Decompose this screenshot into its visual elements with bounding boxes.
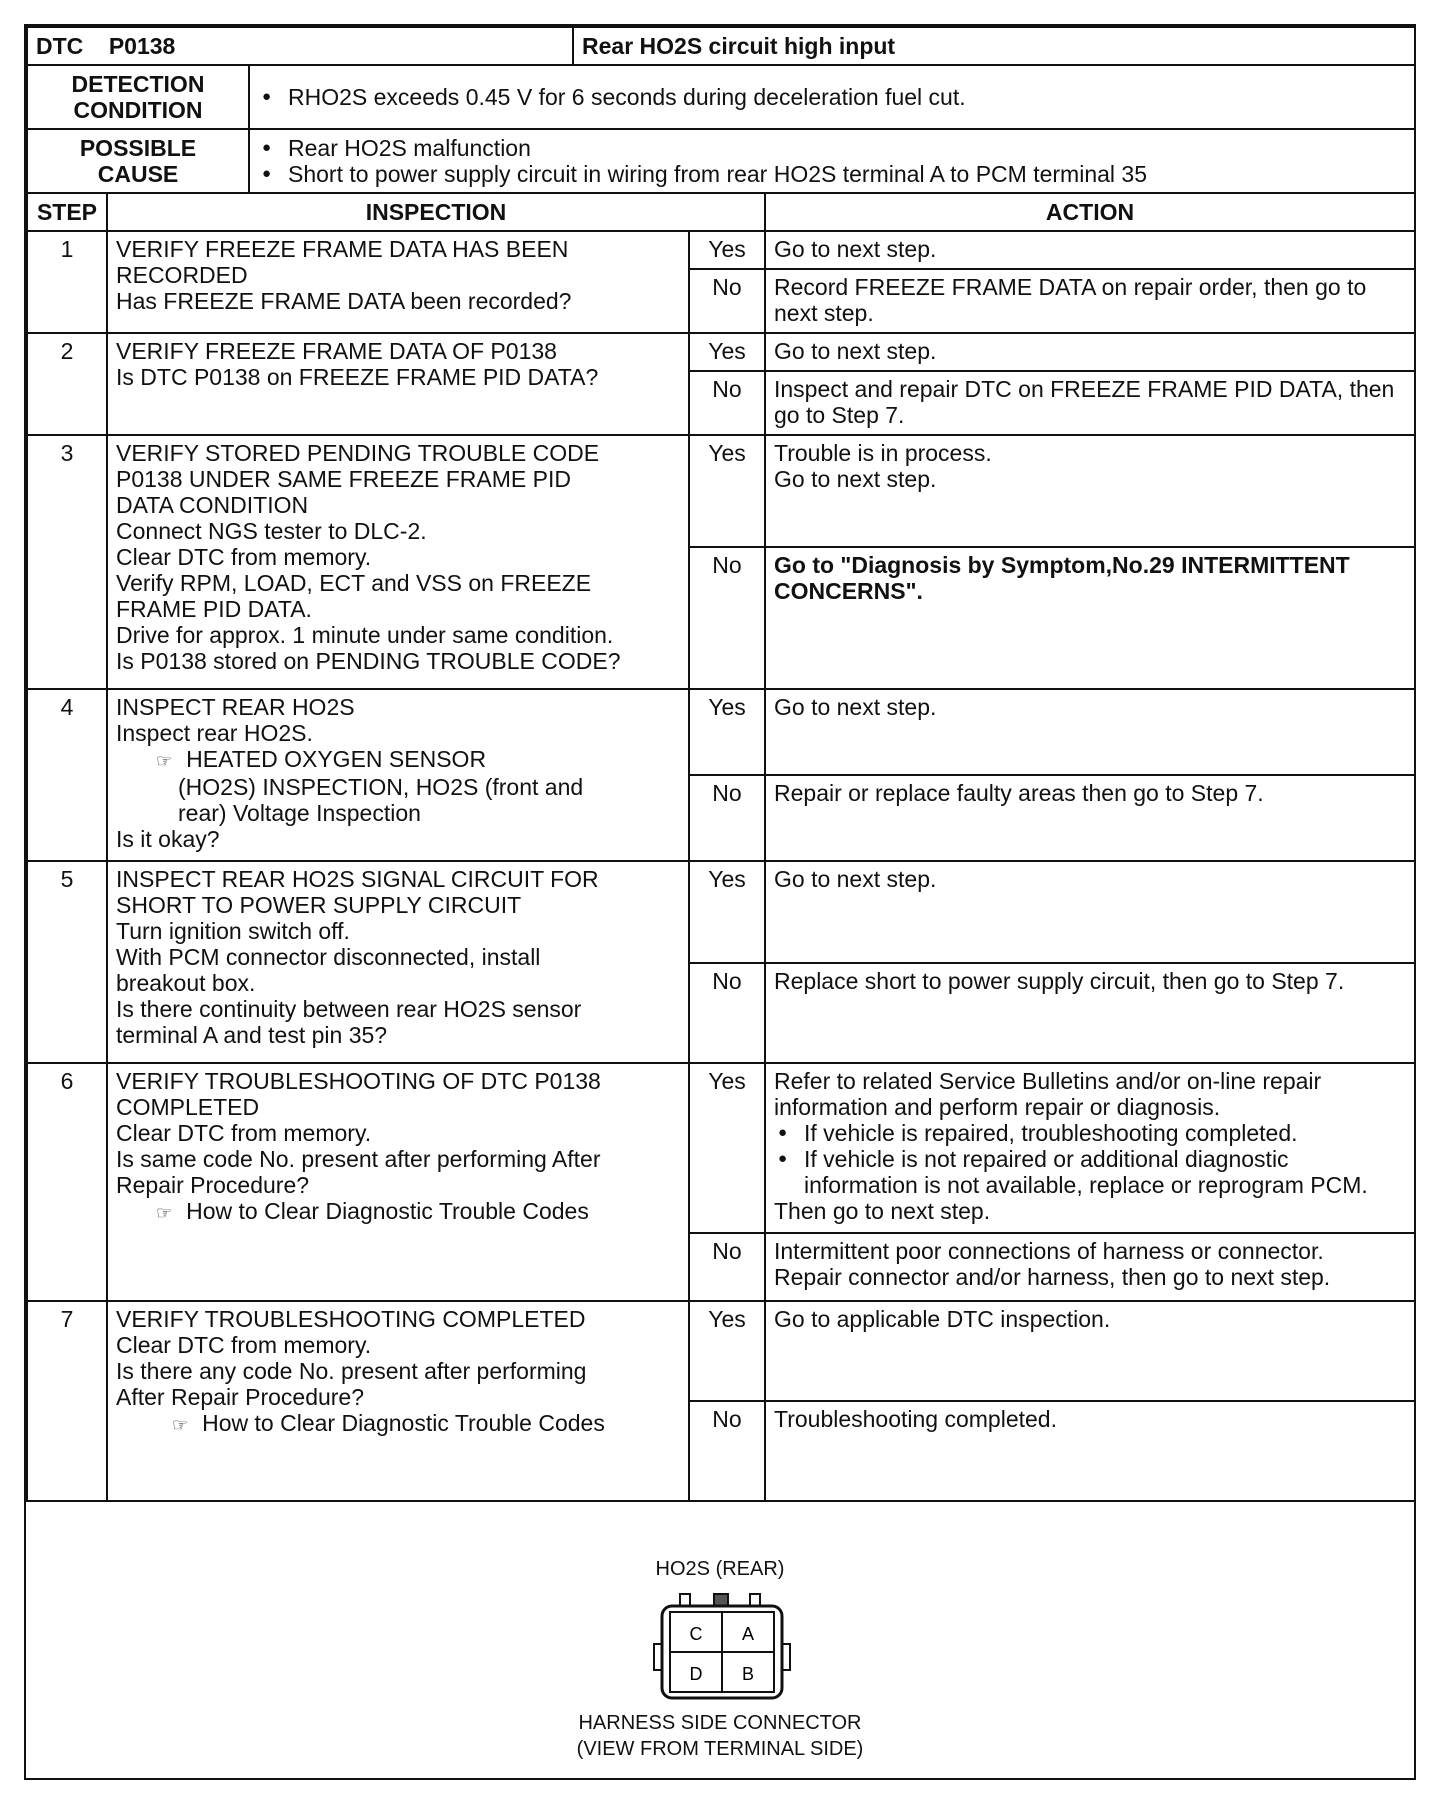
possible-cause-row — [27, 129, 1415, 193]
yes-action: Go to next step. — [765, 333, 1415, 371]
list-item: ● Short to power supply circuit in wiring from rear HO2S terminal A to PCM terminal 35 — [258, 161, 1406, 187]
yes-label: Yes — [689, 435, 765, 547]
yes-label: Yes — [689, 1301, 765, 1401]
step-2-inspection: VERIFY FREEZE FRAME DATA OF P0138 Is DTC P0138 on FREEZE FRAME PID DATA? — [107, 333, 689, 435]
header-row — [27, 27, 1415, 65]
step-number: 7 — [27, 1301, 107, 1501]
dtc-title: Rear HO2S circuit high input — [573, 27, 1415, 65]
no-label: No — [689, 775, 765, 861]
terminal-label: B — [741, 1664, 755, 1684]
reference-link[interactable]: ☞ HEATED OXYGEN SENSOR — [156, 746, 487, 772]
yes-action: Go to next step. — [765, 861, 1415, 963]
terminal-label: C — [689, 1624, 703, 1644]
reference-link[interactable]: ☞ How to Clear Diagnostic Trouble Codes — [172, 1410, 605, 1436]
connector-icon — [644, 1592, 800, 1702]
column-header-row — [27, 193, 1415, 231]
connector-diagram — [26, 1522, 1414, 1778]
step-number: 4 — [27, 689, 107, 861]
yes-label: Yes — [689, 861, 765, 963]
step-number: 2 — [27, 333, 107, 435]
step-number: 1 — [27, 231, 107, 333]
step-1-yes-row — [27, 231, 1415, 269]
pointing-hand-icon: ☞ — [156, 751, 173, 771]
action-column-header: ACTION — [765, 193, 1415, 231]
step-number: 3 — [27, 435, 107, 689]
step-number: 5 — [27, 861, 107, 1063]
step-4-inspection: INSPECT REAR HO2S Inspect rear HO2S. ☞ HEATED OXYGEN SENSOR (HO2S) INSPECTION, HO2S (front and rear) Voltage Inspection Is it okay? — [107, 689, 689, 861]
no-label: No — [689, 269, 765, 333]
no-label: No — [689, 547, 765, 689]
list-item: ● RHO2S exceeds 0.45 V for 6 seconds during deceleration fuel cut. — [258, 84, 1406, 110]
reference-link[interactable]: ☞ How to Clear Diagnostic Trouble Codes — [156, 1198, 589, 1224]
yes-action: Go to next step. — [765, 231, 1415, 269]
step-4-yes-row — [27, 689, 1415, 775]
step-column-header: STEP — [27, 193, 107, 231]
no-action: Replace short to power supply circuit, then go to Step 7. — [765, 963, 1415, 1063]
step-3-inspection: VERIFY STORED PENDING TROUBLE CODE P0138 UNDER SAME FREEZE FRAME PID DATA CONDITION Connect NGS tester to DLC-2. Clear DTC from memory. Verify RPM, LOAD, ECT and VSS on FREEZE FRAME PID DATA. Drive for approx. 1 minute under same condition. Is P0138 stored on PENDING TROUBLE CODE? — [107, 435, 689, 689]
dtc-sheet — [24, 24, 1416, 1780]
yes-label: Yes — [689, 689, 765, 775]
step-7-inspection: VERIFY TROUBLESHOOTING COMPLETED Clear DTC from memory. Is there any code No. present after performing After Repair Procedure? ☞ How to Clear Diagnostic Trouble Codes — [107, 1301, 689, 1501]
step-number: 6 — [27, 1063, 107, 1301]
detection-row — [27, 65, 1415, 129]
dtc-table — [26, 26, 1416, 1502]
diagram-caption: HARNESS SIDE CONNECTOR (VIEW FROM TERMINAL SIDE) — [576, 1712, 864, 1760]
yes-action: Trouble is in process. Go to next step. — [765, 435, 1415, 547]
detection-condition — [249, 65, 1415, 129]
dtc-code: P0138 — [108, 33, 176, 59]
terminal-label: D — [689, 1664, 703, 1684]
pointing-hand-icon: ☞ — [156, 1203, 173, 1223]
terminal-label: A — [741, 1624, 755, 1644]
no-label: No — [689, 371, 765, 435]
no-action: Troubleshooting completed. — [765, 1401, 1415, 1501]
step-3-yes-row — [27, 435, 1415, 547]
step-5-inspection: INSPECT REAR HO2S SIGNAL CIRCUIT FOR SHORT TO POWER SUPPLY CIRCUIT Turn ignition switch off. With PCM connector disconnected, install breakout box. Is there continuity between rear HO2S sensor terminal A and test pin 35? — [107, 861, 689, 1063]
possible-cause-label: POSSIBLE CAUSE — [27, 129, 249, 193]
yes-label: Yes — [689, 333, 765, 371]
step-2-yes-row — [27, 333, 1415, 371]
step-6-yes-row — [27, 1063, 1415, 1233]
yes-label: Yes — [689, 231, 765, 269]
no-action: Repair or replace faulty areas then go to Step 7. — [765, 775, 1415, 861]
list-item: ● If vehicle is repaired, troubleshooting completed. — [774, 1120, 1406, 1146]
pointing-hand-icon: ☞ — [172, 1415, 189, 1435]
step-6-inspection: VERIFY TROUBLESHOOTING OF DTC P0138 COMPLETED Clear DTC from memory. Is same code No. present after performing After Repair Procedure? ☞ How to Clear Diagnostic Trouble Codes — [107, 1063, 689, 1301]
dtc-code-cell — [27, 27, 573, 65]
possible-cause-list — [249, 129, 1415, 193]
detection-label: DETECTION CONDITION — [27, 65, 249, 129]
no-action: Record FREEZE FRAME DATA on repair order, then go to next step. — [765, 269, 1415, 333]
yes-action: Go to applicable DTC inspection. — [765, 1301, 1415, 1401]
inspection-column-header: INSPECTION — [107, 193, 765, 231]
step-7-yes-row — [27, 1301, 1415, 1401]
diagram-title: HO2S (REAR) — [655, 1558, 785, 1580]
no-action: Intermittent poor connections of harness or connector. Repair connector and/or harness, then go to next step. — [765, 1233, 1415, 1301]
step-5-yes-row — [27, 861, 1415, 963]
dtc-label: DTC — [36, 33, 84, 59]
no-label: No — [689, 1233, 765, 1301]
no-action: Go to "Diagnosis by Symptom,No.29 INTERMITTENT CONCERNS". — [765, 547, 1415, 689]
no-action: Inspect and repair DTC on FREEZE FRAME PID DATA, then go to Step 7. — [765, 371, 1415, 435]
step-1-inspection: VERIFY FREEZE FRAME DATA HAS BEEN RECORDED Has FREEZE FRAME DATA been recorded? — [107, 231, 689, 333]
list-item: ● Rear HO2S malfunction — [258, 135, 1406, 161]
list-item: ● If vehicle is not repaired or additional diagnostic information is not available, replace or reprogram PCM. — [774, 1146, 1406, 1198]
no-label: No — [689, 963, 765, 1063]
no-label: No — [689, 1401, 765, 1501]
yes-action: Refer to related Service Bulletins and/or on-line repair information and perform repair or diagnosis. ● If vehicle is repaired, troubleshooting completed. ● If vehicle is not repaired or additional diagnostic information is not available, replace or reprogram PCM. Then go to next step. — [765, 1063, 1415, 1233]
yes-label: Yes — [689, 1063, 765, 1233]
yes-action: Go to next step. — [765, 689, 1415, 775]
